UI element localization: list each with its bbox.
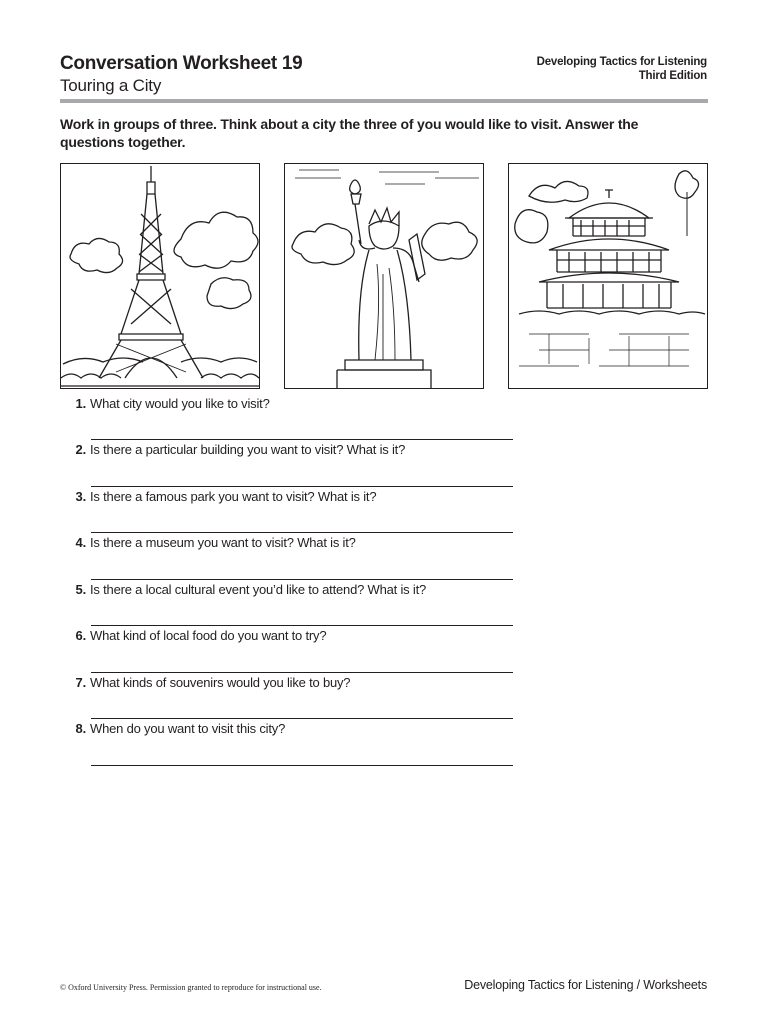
answer-line-2[interactable] <box>91 486 513 487</box>
answer-line-4[interactable] <box>91 579 513 580</box>
instructions: Work in groups of three. Think about a city the three of you would like to visit. Answer the questions together. <box>60 116 639 150</box>
page-title: Conversation Worksheet 19 <box>60 53 303 74</box>
question-text: Is there a particular building you want to visit? What is it? <box>90 442 406 457</box>
question-number: 5. <box>75 582 86 597</box>
question-6 <box>60 628 520 643</box>
question-text: Is there a museum you want to visit? What is it? <box>90 535 356 550</box>
page-subtitle: Touring a City <box>60 76 162 95</box>
japanese-pavilion-icon <box>509 164 707 388</box>
question-7 <box>60 675 520 690</box>
japanese-pavilion-picture <box>508 163 708 389</box>
question-number: 6. <box>75 628 86 643</box>
question-text: Is there a famous park you want to visit? What is it? <box>90 489 377 504</box>
statue-of-liberty-icon <box>285 164 483 388</box>
eiffel-tower-picture <box>60 163 260 389</box>
answer-line-7[interactable] <box>91 718 513 719</box>
question-5 <box>60 582 520 597</box>
question-number: 1. <box>75 396 86 411</box>
header-rule <box>60 99 708 103</box>
answer-line-5[interactable] <box>91 625 513 626</box>
question-number: 3. <box>75 489 86 504</box>
question-3 <box>60 489 520 504</box>
book-edition: Third Edition <box>638 70 707 82</box>
question-text: Is there a local cultural event you’d like to attend? What is it? <box>90 582 427 597</box>
question-text: When do you want to visit this city? <box>90 721 286 736</box>
question-number: 2. <box>75 442 86 457</box>
question-4 <box>60 535 520 550</box>
answer-line-1[interactable] <box>91 439 513 440</box>
question-8 <box>60 721 520 736</box>
question-number: 8. <box>75 721 86 736</box>
book-title: Developing Tactics for Listening <box>536 56 707 68</box>
question-text: What kind of local food do you want to try? <box>90 628 327 643</box>
statue-of-liberty-picture <box>284 163 484 389</box>
footer-series: Developing Tactics for Listening / Worksheets <box>464 978 707 992</box>
copyright-notice: © Oxford University Press. Permission granted to reproduce for instructional use. <box>60 983 322 992</box>
eiffel-tower-icon <box>61 164 259 388</box>
answer-line-8[interactable] <box>91 765 513 766</box>
answer-line-6[interactable] <box>91 672 513 673</box>
question-number: 7. <box>75 675 86 690</box>
question-text: What city would you like to visit? <box>90 396 270 411</box>
question-number: 4. <box>75 535 86 550</box>
book-info <box>537 55 707 83</box>
answer-line-3[interactable] <box>91 532 513 533</box>
question-1 <box>60 396 520 411</box>
question-text: What kinds of souvenirs would you like to buy? <box>90 675 351 690</box>
question-2 <box>60 442 520 457</box>
